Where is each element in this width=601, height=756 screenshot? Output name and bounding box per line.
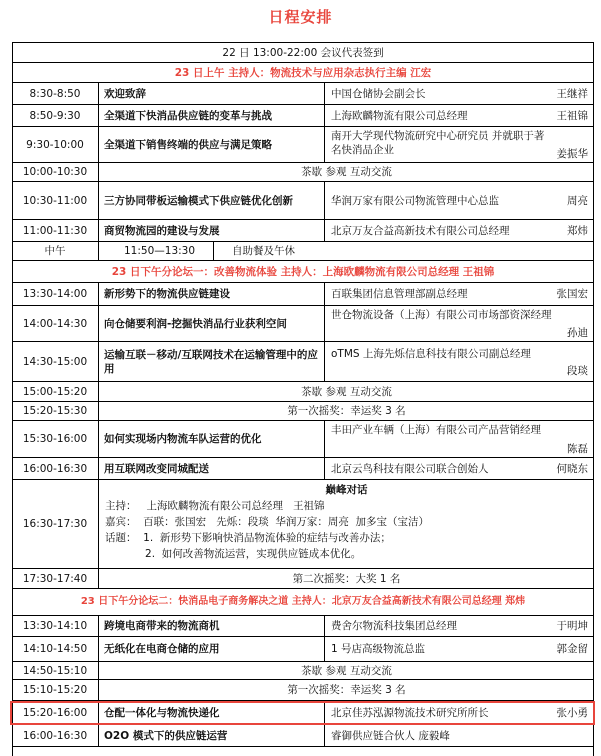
speaker-name: 郭金留 xyxy=(556,643,588,655)
speaker-name: 姜振华 xyxy=(556,148,588,160)
table-row xyxy=(12,589,594,616)
page-title: 日程安排 xyxy=(268,8,333,26)
summit-cell xyxy=(99,480,594,568)
summit-topic-2: 2. 如何改善物流运营，实现供应链成本优化。 xyxy=(105,548,362,560)
table-row xyxy=(12,283,594,306)
speaker-org: 中国仓储协会副会长 xyxy=(331,87,426,100)
topic-cell: 仓配一体化与物流快递化 xyxy=(99,701,325,724)
lunch-label: 自助餐及午休 xyxy=(232,245,295,257)
table-row xyxy=(12,421,594,458)
time-cell: 10:30-11:00 xyxy=(12,182,99,219)
table-row xyxy=(12,616,594,637)
time-cell: 14:30-15:00 xyxy=(12,342,99,381)
time-cell: 9:30-10:00 xyxy=(12,127,99,162)
topic-cell: 商贸物流园的建设与发展 xyxy=(99,220,325,241)
summit-guests: 嘉宾： 百联：张国宏 先烁：段琰 华润万家：周亮 加多宝（宝洁） xyxy=(105,516,430,528)
speaker-org: 北京云鸟科技有限公司联合创始人 xyxy=(331,462,489,475)
summit-topic-1: 话题： 1. 新形势下影响快消品物流体验的症结与改善办法； xyxy=(105,532,391,544)
time-cell: 13:30-14:10 xyxy=(12,616,99,636)
time-cell: 15:00-15:20 xyxy=(12,382,99,401)
table-row xyxy=(12,637,594,662)
summit-host: 主持： 上海欧麟物流有限公司总经理 王祖锦 xyxy=(105,500,325,512)
time-cell: 14:50-15:10 xyxy=(12,662,99,679)
time-cell: 8:50-9:30 xyxy=(12,105,99,126)
table-row xyxy=(12,680,594,701)
speaker-name: 陈磊 xyxy=(567,443,588,455)
table-row xyxy=(12,306,594,342)
table-row xyxy=(12,569,594,589)
table-row xyxy=(12,458,594,480)
speaker-name: 张国宏 xyxy=(556,288,588,300)
topic-cell: 无纸化在电商仓储的应用 xyxy=(99,637,325,661)
lottery-label: 第一次摇奖：幸运奖 3 名 xyxy=(287,684,406,696)
checkin-label: 22 日 13:00-22:00 会议代表签到 xyxy=(222,46,384,59)
lunch-time: 11:50—13:30 xyxy=(99,242,214,260)
topic-cell: 向仓储要利润-挖掘快消品行业获利空间 xyxy=(99,306,325,341)
summit-heading: 巅峰对话 xyxy=(325,484,368,496)
topic-cell: 跨境电商带来的物流商机 xyxy=(99,616,325,636)
speaker-name: 张小勇 xyxy=(556,706,588,719)
table-row xyxy=(12,127,594,163)
session-header: 23 日上午 主持人：物流技术与应用杂志执行主编 江宏 xyxy=(174,66,432,79)
time-cell: 17:30-17:40 xyxy=(12,569,99,588)
topic-cell: 欢迎致辞 xyxy=(99,83,325,104)
time-cell: 15:10-15:20 xyxy=(12,680,99,700)
time-cell: 16:00-16:30 xyxy=(12,725,99,746)
speaker-org: 丰田产业车辆（上海）有限公司产品营销经理 xyxy=(331,424,541,436)
time-cell: 14:00-14:30 xyxy=(12,306,99,341)
table-row xyxy=(12,43,594,63)
highlight-box xyxy=(10,701,595,725)
time-cell: 13:30-14:00 xyxy=(12,283,99,305)
speaker-org: oTMS 上海先烁信息科技有限公司副总经理 xyxy=(331,348,531,360)
table-row xyxy=(12,242,594,261)
topic-cell: 三方协同带板运输模式下供应链优化创新 xyxy=(99,182,325,219)
table-row xyxy=(12,63,594,83)
table-row xyxy=(12,83,594,105)
table-row xyxy=(12,725,594,747)
speaker-org: 百联集团信息管理部副总经理 xyxy=(331,288,468,300)
lottery-label: 第一次摇奖：幸运奖 3 名 xyxy=(287,405,406,417)
speaker-name: 何晓东 xyxy=(556,462,588,475)
table-row xyxy=(12,220,594,242)
speaker-name: 于明坤 xyxy=(556,620,588,632)
session-header: 23 日下午分论坛一：改善物流体验 主持人：上海欧麟物流有限公司总经理 王祖锦 xyxy=(111,265,495,278)
table-row xyxy=(12,402,594,421)
table-row xyxy=(12,105,594,127)
table-row xyxy=(12,182,594,220)
speaker-org: 北京万友合益高新技术有限公司总经理 xyxy=(331,224,510,237)
time-cell: 10:00-10:30 xyxy=(12,163,99,181)
topic-cell: 全渠道下销售终端的供应与满足策略 xyxy=(99,127,325,162)
speaker-org: 睿御供应链合伙人 庞毅峰 xyxy=(331,729,450,742)
speaker-name: 周亮 xyxy=(567,194,588,207)
table-row xyxy=(12,382,594,402)
break-label: 茶歇 参观 互动交流 xyxy=(301,166,392,178)
speaker-org: 1 号店高级物流总监 xyxy=(331,643,426,655)
speaker-org: 南开大学现代物流研究中心研究员 并就职于著名快消品企业 xyxy=(331,130,545,156)
topic-cell: 用互联网改变同城配送 xyxy=(99,458,325,479)
time-cell: 15:30-16:00 xyxy=(12,421,99,457)
break-label: 茶歇 参观 互动交流 xyxy=(301,385,392,398)
time-cell: 15:20-15:30 xyxy=(12,402,99,420)
topic-cell: O2O 模式下的供应链运营 xyxy=(99,725,325,746)
time-cell: 15:20-16:00 xyxy=(12,701,99,724)
topic-cell: 如何实现场内物流车队运营的优化 xyxy=(99,421,325,457)
session-header: 23 日下午分论坛二：快消品电子商务解决之道 主持人：北京万友合益高新技术有限公司总经理 郑炜 xyxy=(80,596,526,607)
table-row xyxy=(12,342,594,382)
lottery-label: 第二次摇奖：大奖 1 名 xyxy=(292,572,401,585)
speaker-name: 郑炜 xyxy=(567,224,588,237)
speaker-org: 华润万家有限公司物流管理中心总监 xyxy=(331,194,499,207)
time-cell: 16:00-16:30 xyxy=(12,458,99,479)
table-row xyxy=(12,261,594,283)
speaker-name: 孙迪 xyxy=(567,327,588,339)
speaker-org: 世仓物流设备（上海）有限公司市场部资深经理 xyxy=(331,309,552,321)
topic-cell: 新形势下的物流供应链建设 xyxy=(99,283,325,305)
time-cell: 中午 xyxy=(12,242,99,260)
table-row xyxy=(12,163,594,182)
speaker-org: 费舍尔物流科技集团总经理 xyxy=(331,620,457,632)
speaker-org: 北京佳苏泓源物流技术研究所所长 xyxy=(331,706,489,719)
table-row xyxy=(12,480,594,569)
topic-cell: 运输互联－移动/互联网技术在运输管理中的应用 xyxy=(99,342,325,381)
time-cell: 11:00-11:30 xyxy=(12,220,99,241)
table-row xyxy=(12,662,594,680)
speaker-org: 上海欧麟物流有限公司总经理 xyxy=(331,109,468,122)
time-cell: 16:30-17:30 xyxy=(12,480,99,568)
speaker-name: 王继祥 xyxy=(556,87,588,100)
break-label: 茶歇 参观 互动交流 xyxy=(301,664,392,677)
topic-cell: 全渠道下快消品供应链的变革与挑战 xyxy=(99,105,325,126)
time-cell: 8:30-8:50 xyxy=(12,83,99,104)
speaker-name: 王祖锦 xyxy=(556,109,588,122)
speaker-name: 段琰 xyxy=(567,365,588,377)
time-cell: 14:10-14:50 xyxy=(12,637,99,661)
